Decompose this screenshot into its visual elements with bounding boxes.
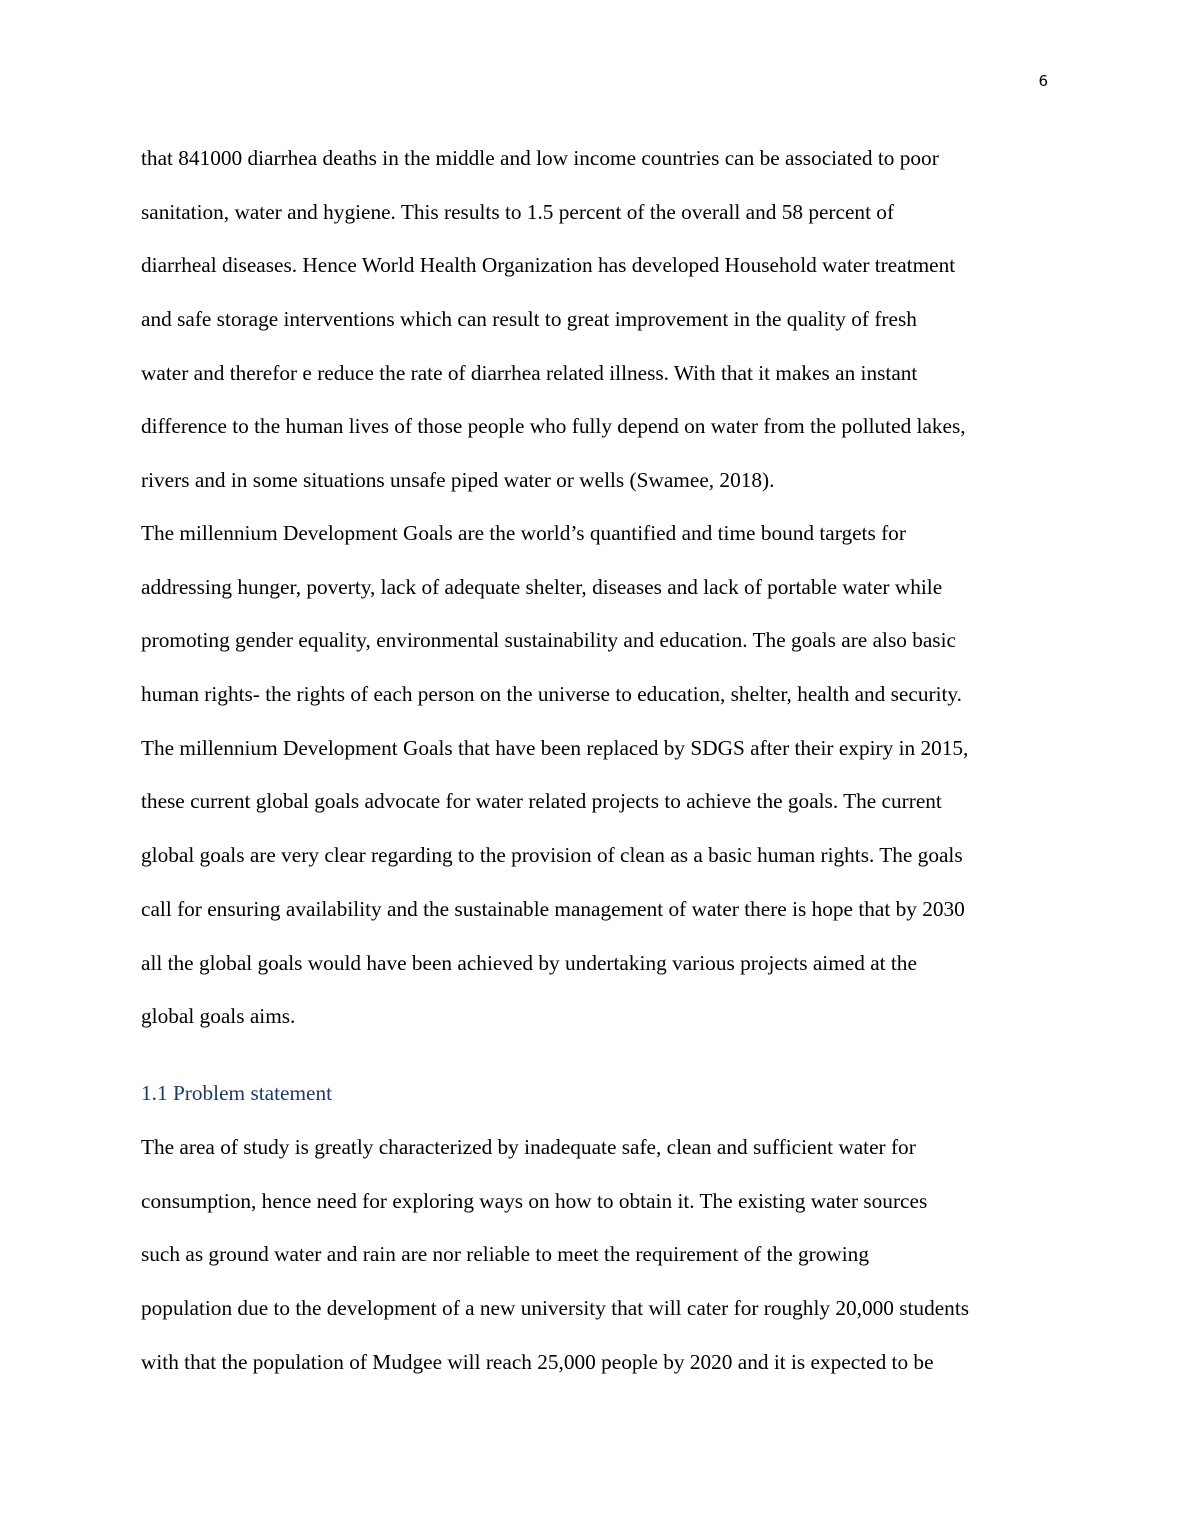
text-line: The millennium Development Goals are the world’s quantified and time bound targets for <box>141 521 906 545</box>
text-line: and safe storage interventions which can result to great improvement in the quality of fresh <box>141 307 917 332</box>
text-line: global goals aims. <box>141 1004 296 1029</box>
section-heading: 1.1 Problem statement <box>141 1081 333 1105</box>
text-line: population due to the development of a new university that will cater for roughly 20,000 students <box>141 1296 970 1321</box>
paragraph-millennium-goals <box>141 507 1061 1044</box>
text-line: human rights- the rights of each person on the universe to education, shelter, health and security. <box>141 682 963 707</box>
text-line: that 841000 diarrhea deaths in the middle and low income countries can be associated to poor <box>141 146 939 170</box>
text-line: consumption, hence need for exploring ways on how to obtain it. The existing water sources <box>141 1188 928 1213</box>
text-line: such as ground water and rain are nor reliable to meet the requirement of the growing <box>141 1242 869 1267</box>
text-line: The millennium Development Goals that have been replaced by SDGS after their expiry in 2015, <box>141 735 969 760</box>
paragraph-problem-statement <box>141 1121 1061 1389</box>
text-line: sanitation, water and hygiene. This results to 1.5 percent of the overall and 58 percent of <box>141 199 895 224</box>
page-number: 6 <box>1038 72 1048 90</box>
text-line: call for ensuring availability and the sustainable management of water there is hope that by 2030 <box>141 896 965 921</box>
text-line: these current global goals advocate for water related projects to achieve the goals. The current <box>141 789 942 814</box>
text-line: all the global goals would have been achieved by undertaking various projects aimed at the <box>141 950 917 975</box>
paragraph-diarrhea-statistics <box>141 132 1061 508</box>
text-line: with that the population of Mudgee will reach 25,000 people by 2020 and it is expected to be <box>141 1349 934 1374</box>
text-line: water and therefor e reduce the rate of diarrhea related illness. With that it makes an instant <box>141 360 918 385</box>
text-line: promoting gender equality, environmental sustainability and education. The goals are also basic <box>141 628 956 653</box>
text-line: The area of study is greatly characterized by inadequate safe, clean and sufficient water for <box>141 1135 916 1159</box>
text-line: diarrheal diseases. Hence World Health Organization has developed Household water treatment <box>141 253 956 278</box>
text-line: addressing hunger, poverty, lack of adequate shelter, diseases and lack of portable water while <box>141 574 943 599</box>
text-line: difference to the human lives of those people who fully depend on water from the polluted lakes, <box>141 414 966 439</box>
text-line: global goals are very clear regarding to the provision of clean as a basic human rights. The goals <box>141 843 963 868</box>
text-line: rivers and in some situations unsafe piped water or wells (Swamee, 2018). <box>141 468 775 493</box>
